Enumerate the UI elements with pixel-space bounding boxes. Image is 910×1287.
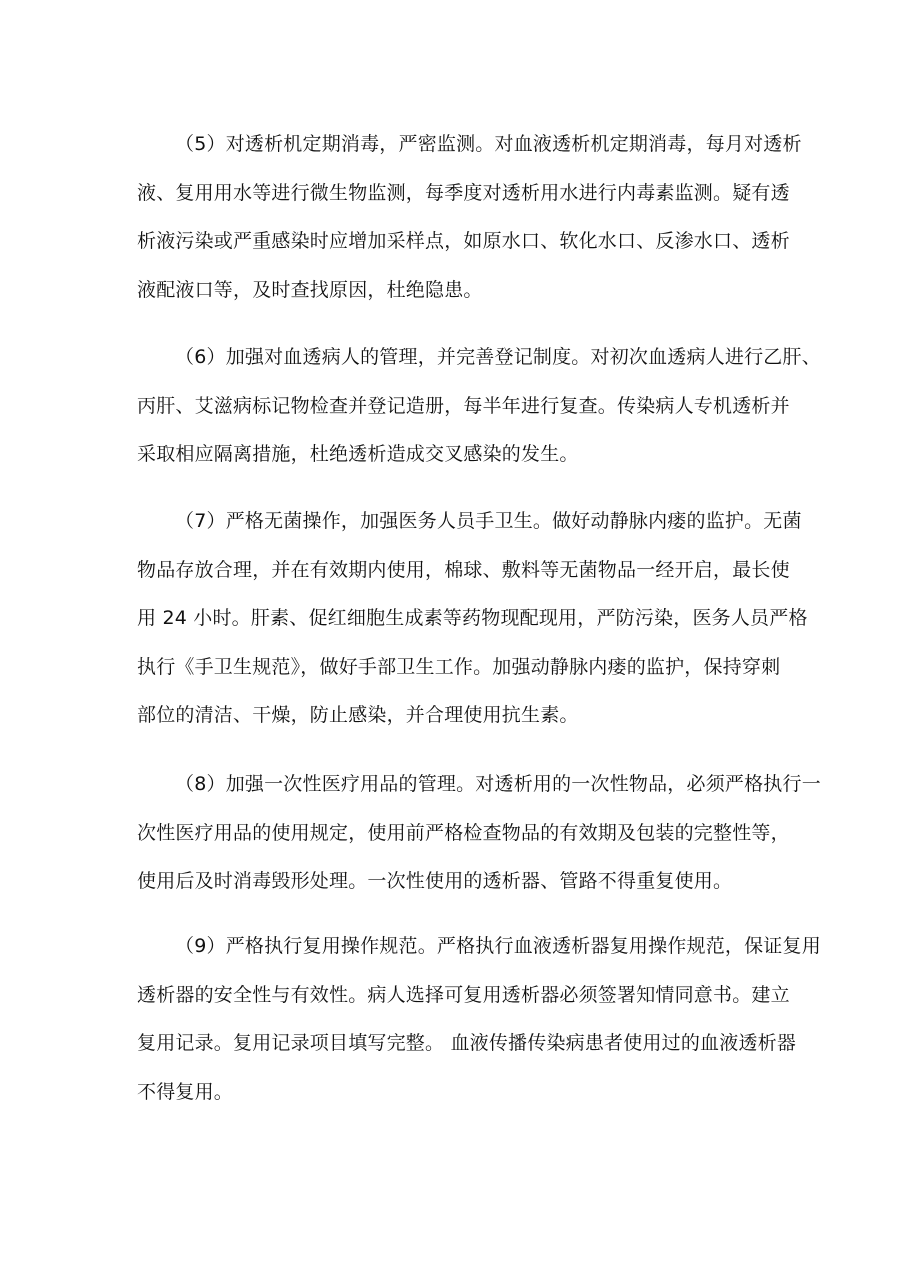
paragraph-line: 使用后及时消毒毁形处理。一次性使用的透析器、管路不得重复使用。 (137, 870, 733, 893)
paragraph-line: 不得复用。 (137, 1080, 234, 1103)
paragraph-9 (137, 922, 821, 1116)
paragraph-line: （8）加强一次性医疗用品的管理。对透析用的一次性物品，必须严格执行一 (175, 773, 821, 795)
paragraph-line: 执行《手卫生规范》，做好手部卫生工作。加强动静脉内瘘的监护，保持穿刺 (137, 655, 781, 678)
paragraph-line: 丙肝、艾滋病标记物检查并登记造册，每半年进行复查。传染病人专机透析并 (137, 394, 790, 417)
paragraph-line: 透析器的安全性与有效性。病人选择可复用透析器必须签署知情同意书。建立 (137, 983, 790, 1006)
paragraph-line: 液配液口等，及时查找原因，杜绝隐患。 (137, 278, 483, 301)
paragraph-line: 析液污染或严重感染时应增加采样点，如原水口、软化水口、反渗水口、透析 (137, 230, 790, 253)
paragraph-line: 用 24 小时。肝素、促红细胞生成素等药物现配现用，严防污染，医务人员严格 (137, 607, 808, 630)
paragraph-line: （7）严格无菌操作，加强医务人员手卫生。做好动静脉内瘘的监护。无菌 (175, 510, 802, 532)
paragraph-line: （6）加强对血透病人的管理，并完善登记制度。对初次血透病人进行乙肝、 (175, 346, 821, 368)
paragraph-line: 复用记录。复用记录项目填写完整。 血液传播传染病患者使用过的血液透析器 (137, 1032, 797, 1055)
paragraph-6 (137, 333, 821, 479)
paragraph-5 (137, 120, 802, 314)
paragraph-line: 采取相应隔离措施，杜绝透析造成交叉感染的发生。 (137, 443, 579, 466)
paragraph-line: 液、复用用水等进行微生物监测，每季度对透析用水进行内毒素监测。疑有透 (137, 181, 790, 204)
paragraph-8 (137, 760, 821, 906)
paragraph-line: 次性医疗用品的使用规定，使用前严格检查物品的有效期及包装的完整性等， (137, 821, 790, 844)
paragraph-7 (137, 497, 808, 740)
paragraph-line: （9）严格执行复用操作规范。严格执行血液透析器复用操作规范，保证复用 (175, 935, 821, 957)
paragraph-line: 部位的清洁、干燥，防止感染，并合理使用抗生素。 (137, 704, 579, 727)
paragraph-line: （5）对透析机定期消毒，严密监测。对血液透析机定期消毒，每月对透析 (175, 133, 802, 155)
paragraph-line: 物品存放合理，并在有效期内使用，棉球、敷料等无菌物品一经开启，最长使 (137, 558, 790, 581)
